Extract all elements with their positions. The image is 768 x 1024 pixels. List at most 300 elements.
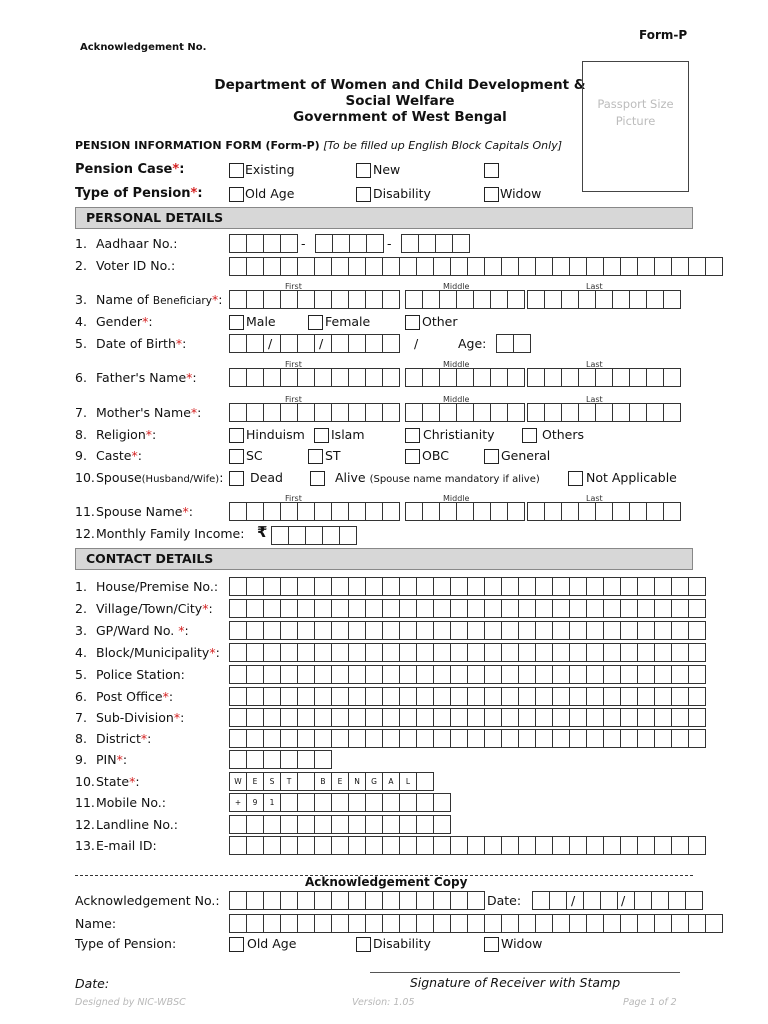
input-cell: [297, 334, 315, 353]
gender-other-checkbox[interactable]: [405, 315, 420, 330]
caste-num: 9.: [75, 448, 87, 463]
mother-first-input[interactable]: [229, 403, 399, 422]
input-cell: [569, 687, 587, 706]
input-cell: [314, 708, 332, 727]
photo-box[interactable]: [582, 61, 689, 192]
input-cell: [646, 368, 664, 387]
input-cell: [405, 502, 423, 521]
input-cell: [401, 234, 419, 253]
ack-copy-name-label: Name:: [75, 916, 117, 931]
input-cell: [297, 891, 315, 910]
input-cell: [433, 257, 451, 276]
input-cell: [348, 577, 366, 596]
spouse-last-input[interactable]: [527, 502, 680, 521]
input-cell: [603, 599, 621, 618]
input-cell: [331, 257, 349, 276]
input-cell: [646, 290, 664, 309]
input-cell: [671, 665, 689, 684]
input-cell: [433, 891, 451, 910]
caste-sc-checkbox[interactable]: [229, 449, 244, 464]
input-cell: [586, 914, 604, 933]
input-cell: [467, 836, 485, 855]
input-cell: [578, 290, 596, 309]
input-cell: [507, 502, 525, 521]
input-cell: [229, 257, 247, 276]
input-cell: [569, 577, 587, 596]
input-cell: [365, 334, 383, 353]
input-cell: [484, 708, 502, 727]
input-cell: [637, 687, 655, 706]
input-cell: [280, 729, 298, 748]
aadhaar-label: Aadhaar No.:: [96, 236, 178, 251]
input-cell: [433, 729, 451, 748]
contact-field-input-4[interactable]: [229, 643, 705, 662]
input-cell: [535, 708, 553, 727]
mother-last-input[interactable]: [527, 403, 680, 422]
contact-field-input-10[interactable]: [229, 772, 433, 791]
input-cell: [544, 403, 562, 422]
spouse-middle-input[interactable]: [405, 502, 524, 521]
ack-copy-disability-checkbox[interactable]: [356, 937, 371, 952]
contact-field-input-8[interactable]: [229, 729, 705, 748]
pension-type-oldage-checkbox[interactable]: [229, 187, 244, 202]
input-cell: [586, 643, 604, 662]
age-input[interactable]: [496, 334, 530, 353]
contact-field-num: 4.: [75, 645, 87, 660]
input-cell: [382, 334, 400, 353]
input-cell: [382, 708, 400, 727]
ack-copy-date-label: Date:: [487, 893, 522, 908]
input-cell: [382, 403, 400, 422]
spouse-status-label: Spouse(Husband/Wife):: [96, 470, 224, 485]
contact-field-input-9[interactable]: [229, 750, 331, 769]
input-cell: [422, 502, 440, 521]
input-cell: [263, 403, 281, 422]
spouse-alive-checkbox[interactable]: [310, 471, 325, 486]
contact-field-label: E-mail ID:: [96, 838, 157, 853]
input-cell: [297, 836, 315, 855]
beneficiary-middle-input[interactable]: [405, 290, 524, 309]
ack-copy-widow-checkbox[interactable]: [484, 937, 499, 952]
ack-copy-oldage-checkbox[interactable]: [229, 937, 244, 952]
input-cell: [654, 257, 672, 276]
input-cell: [280, 836, 298, 855]
pension-case-extra-checkbox[interactable]: [484, 163, 499, 178]
religion-num: 8.: [75, 427, 87, 442]
input-cell: [603, 729, 621, 748]
input-cell: [263, 665, 281, 684]
input-cell: [552, 836, 570, 855]
ack-copy-date-input[interactable]: [532, 891, 702, 910]
input-cell: [348, 665, 366, 684]
input-cell: [637, 914, 655, 933]
mother-middle-input[interactable]: [405, 403, 524, 422]
input-cell: [569, 599, 587, 618]
input-cell: [280, 621, 298, 640]
aadhaar-num: 1.: [75, 236, 87, 251]
input-cell: [544, 368, 562, 387]
father-last-input[interactable]: [527, 368, 680, 387]
input-cell: [246, 234, 264, 253]
input-cell: [416, 599, 434, 618]
pension-type-widow-checkbox[interactable]: [484, 187, 499, 202]
beneficiary-num: 3.: [75, 292, 87, 307]
input-cell: [467, 599, 485, 618]
input-cell: [365, 403, 383, 422]
input-cell: [654, 729, 672, 748]
input-cell: [348, 914, 366, 933]
contact-field-input-12[interactable]: [229, 815, 450, 834]
input-cell: [490, 403, 508, 422]
input-cell: [629, 403, 647, 422]
contact-field-label: Sub-Division*:: [96, 710, 185, 725]
input-cell: [314, 368, 332, 387]
input-cell: [637, 257, 655, 276]
input-cell: [549, 891, 567, 910]
input-cell: [246, 665, 264, 684]
ack-copy-no-label: Acknowledgement No.:: [75, 893, 220, 908]
gender-female-checkbox[interactable]: [308, 315, 323, 330]
input-cell: [688, 665, 706, 684]
father-first-input[interactable]: [229, 368, 399, 387]
input-cell: [246, 643, 264, 662]
input-cell: [246, 290, 264, 309]
voter-input[interactable]: [229, 257, 722, 276]
personal-details-header: PERSONAL DETAILS: [75, 207, 693, 229]
input-cell: [399, 577, 417, 596]
input-cell: [569, 836, 587, 855]
ack-copy-title: Acknowledgement Copy: [305, 875, 468, 889]
father-first-caption: First: [285, 360, 302, 369]
input-cell: [229, 334, 247, 353]
input-cell: [399, 708, 417, 727]
input-cell: [422, 368, 440, 387]
input-cell: [450, 257, 468, 276]
input-cell: [595, 368, 613, 387]
mother-first-caption: First: [285, 395, 302, 404]
input-cell: [229, 891, 247, 910]
input-cell: [552, 708, 570, 727]
input-cell: [600, 891, 618, 910]
input-cell: [263, 290, 281, 309]
input-cell: T: [280, 772, 298, 791]
input-cell: [654, 687, 672, 706]
dept-line1: Department of Women and Child Development &: [214, 77, 586, 93]
input-cell: [246, 257, 264, 276]
aadhaar-input-2[interactable]: [315, 234, 383, 253]
contact-field-num: 2.: [75, 601, 87, 616]
input-cell: [382, 815, 400, 834]
beneficiary-first-input[interactable]: [229, 290, 399, 309]
form-title: [75, 138, 562, 154]
contact-field-input-7[interactable]: [229, 708, 705, 727]
input-cell: [603, 836, 621, 855]
input-cell: [535, 621, 553, 640]
input-cell: [637, 643, 655, 662]
input-cell: [663, 403, 681, 422]
contact-field-input-11[interactable]: [229, 793, 450, 812]
input-cell: S: [263, 772, 281, 791]
input-cell: [490, 368, 508, 387]
input-cell: [433, 687, 451, 706]
input-cell: E: [246, 772, 264, 791]
input-cell: [484, 257, 502, 276]
input-cell: [297, 621, 315, 640]
voter-label: Voter ID No.:: [96, 258, 176, 273]
input-cell: [561, 368, 579, 387]
input-cell: [382, 914, 400, 933]
contact-field-input-5[interactable]: [229, 665, 705, 684]
father-middle-caption: Middle: [443, 360, 470, 369]
form-title-note: [To be filled up English Block Capitals Only]: [323, 139, 563, 152]
input-cell: [603, 687, 621, 706]
religion-hinduism-checkbox[interactable]: [229, 428, 244, 443]
input-cell: [365, 708, 383, 727]
ack-copy-no-input[interactable]: [229, 891, 484, 910]
input-cell: [280, 257, 298, 276]
input-cell: [229, 665, 247, 684]
ack-copy-disability-label: Disability: [373, 936, 431, 951]
input-cell: [467, 687, 485, 706]
gender-male-checkbox[interactable]: [229, 315, 244, 330]
input-cell: [280, 665, 298, 684]
input-cell: [271, 526, 289, 545]
mother-middle-caption: Middle: [443, 395, 470, 404]
gender-label: Gender*:: [96, 314, 153, 329]
input-cell: [535, 836, 553, 855]
input-cell: [416, 729, 434, 748]
input-cell: [617, 891, 635, 910]
input-cell: [450, 577, 468, 596]
ack-copy-name-input[interactable]: [229, 914, 722, 933]
input-cell: [331, 815, 349, 834]
contact-field-label: House/Premise No.:: [96, 579, 219, 594]
income-input[interactable]: [271, 526, 356, 545]
dob-slash-3: /: [414, 336, 419, 351]
beneficiary-last-input[interactable]: [527, 290, 680, 309]
input-cell: [552, 599, 570, 618]
input-cell: [467, 621, 485, 640]
input-cell: [382, 665, 400, 684]
contact-field-input-1[interactable]: [229, 577, 705, 596]
input-cell: [314, 914, 332, 933]
input-cell: [399, 914, 417, 933]
input-cell: W: [229, 772, 247, 791]
contact-field-num: 13.: [75, 838, 95, 853]
dob-num: 5.: [75, 336, 87, 351]
input-cell: [331, 643, 349, 662]
caste-label: Caste*:: [96, 448, 142, 463]
input-cell: [422, 290, 440, 309]
input-cell: [439, 368, 457, 387]
input-cell: [399, 836, 417, 855]
spouse-first-input[interactable]: [229, 502, 399, 521]
input-cell: [688, 257, 706, 276]
aadhaar-input-3[interactable]: [401, 234, 469, 253]
input-cell: [612, 290, 630, 309]
input-cell: [450, 599, 468, 618]
input-cell: [314, 290, 332, 309]
input-cell: [583, 891, 601, 910]
input-cell: [365, 729, 383, 748]
input-cell: [297, 729, 315, 748]
input-cell: [246, 687, 264, 706]
designed-by: Designed by NIC-WBSC: [75, 997, 186, 1008]
input-cell: [484, 914, 502, 933]
input-cell: [280, 577, 298, 596]
input-cell: [331, 290, 349, 309]
input-cell: [280, 599, 298, 618]
religion-christianity-checkbox[interactable]: [405, 428, 420, 443]
input-cell: [331, 334, 349, 353]
ack-no-label: Acknowledgement No.: [80, 42, 207, 53]
contact-field-input-2[interactable]: [229, 599, 705, 618]
beneficiary-last-caption: Last: [586, 282, 603, 291]
input-cell: G: [365, 772, 383, 791]
input-cell: [416, 772, 434, 791]
contact-field-num: 3.: [75, 623, 87, 638]
input-cell: [467, 891, 485, 910]
input-cell: [297, 502, 315, 521]
input-cell: [246, 891, 264, 910]
input-cell: [544, 290, 562, 309]
input-cell: [435, 234, 453, 253]
input-cell: [507, 290, 525, 309]
input-cell: [263, 708, 281, 727]
aadhaar-input-1[interactable]: [229, 234, 297, 253]
contact-field-num: 11.: [75, 795, 95, 810]
pension-type-disability-checkbox[interactable]: [356, 187, 371, 202]
input-cell: [382, 891, 400, 910]
input-cell: [331, 914, 349, 933]
dob-slash-1: /: [268, 336, 273, 351]
input-cell: [314, 643, 332, 662]
contact-field-label: Village/Town/City*:: [96, 601, 213, 616]
input-cell: [663, 290, 681, 309]
input-cell: [456, 290, 474, 309]
input-cell: [280, 793, 298, 812]
input-cell: [484, 665, 502, 684]
dob-input[interactable]: [229, 334, 399, 353]
page-number: Page 1 of 2: [623, 997, 677, 1008]
input-cell: [651, 891, 669, 910]
input-cell: [561, 403, 579, 422]
input-cell: [473, 368, 491, 387]
input-cell: [535, 599, 553, 618]
input-cell: [331, 891, 349, 910]
input-cell: [586, 599, 604, 618]
input-cell: [586, 257, 604, 276]
form-code: Form-P: [639, 28, 688, 42]
input-cell: [620, 599, 638, 618]
input-cell: [671, 708, 689, 727]
input-cell: [314, 729, 332, 748]
input-cell: [620, 665, 638, 684]
input-cell: +: [229, 793, 247, 812]
spouse-dead-checkbox[interactable]: [229, 471, 244, 486]
input-cell: [501, 643, 519, 662]
input-cell: [399, 257, 417, 276]
input-cell: [484, 729, 502, 748]
input-cell: [433, 621, 451, 640]
beneficiary-label: Name of Beneficiary*:: [96, 292, 223, 307]
input-cell: [629, 368, 647, 387]
input-cell: [671, 687, 689, 706]
gender-female-label: Female: [325, 314, 371, 329]
input-cell: [399, 687, 417, 706]
input-cell: [620, 729, 638, 748]
contact-field-input-6[interactable]: [229, 687, 705, 706]
caste-general-checkbox[interactable]: [484, 449, 499, 464]
input-cell: [297, 815, 315, 834]
religion-islam-checkbox[interactable]: [314, 428, 329, 443]
religion-hinduism-label: Hinduism: [246, 427, 305, 442]
contact-field-input-3[interactable]: [229, 621, 705, 640]
contact-field-input-13[interactable]: [229, 836, 705, 855]
input-cell: [501, 665, 519, 684]
input-cell: [365, 502, 383, 521]
input-cell: [671, 643, 689, 662]
input-cell: [365, 914, 383, 933]
input-cell: [654, 836, 672, 855]
pension-case-new-checkbox[interactable]: [356, 163, 371, 178]
input-cell: [314, 891, 332, 910]
input-cell: [280, 750, 298, 769]
pension-case-existing-checkbox[interactable]: [229, 163, 244, 178]
input-cell: [314, 836, 332, 855]
father-middle-input[interactable]: [405, 368, 524, 387]
input-cell: [467, 665, 485, 684]
input-cell: [365, 836, 383, 855]
input-cell: [348, 599, 366, 618]
caste-st-checkbox[interactable]: [308, 449, 323, 464]
religion-others-checkbox[interactable]: [522, 428, 537, 443]
spouse-status-num: 10.: [75, 470, 95, 485]
input-cell: [620, 621, 638, 640]
input-cell: [280, 643, 298, 662]
input-cell: [535, 665, 553, 684]
input-cell: [229, 836, 247, 855]
input-cell: [382, 836, 400, 855]
input-cell: [229, 750, 247, 769]
input-cell: [501, 914, 519, 933]
input-cell: [229, 815, 247, 834]
caste-obc-checkbox[interactable]: [405, 449, 420, 464]
spouse-na-checkbox[interactable]: [568, 471, 583, 486]
input-cell: [382, 599, 400, 618]
input-cell: [399, 665, 417, 684]
input-cell: [501, 257, 519, 276]
input-cell: [229, 290, 247, 309]
pension-case-new-label: New: [373, 162, 401, 177]
input-cell: [339, 526, 357, 545]
input-cell: [527, 502, 545, 521]
input-cell: [439, 502, 457, 521]
input-cell: [603, 577, 621, 596]
contact-field-num: 6.: [75, 689, 87, 704]
input-cell: [456, 368, 474, 387]
ack-copy-date-slash-2: /: [621, 893, 626, 908]
aadhaar-dash-2: -: [387, 236, 392, 251]
input-cell: [382, 290, 400, 309]
father-num: 6.: [75, 370, 87, 385]
input-cell: [382, 729, 400, 748]
input-cell: [382, 687, 400, 706]
input-cell: [348, 502, 366, 521]
gender-male-label: Male: [246, 314, 276, 329]
input-cell: [382, 793, 400, 812]
input-cell: [348, 891, 366, 910]
